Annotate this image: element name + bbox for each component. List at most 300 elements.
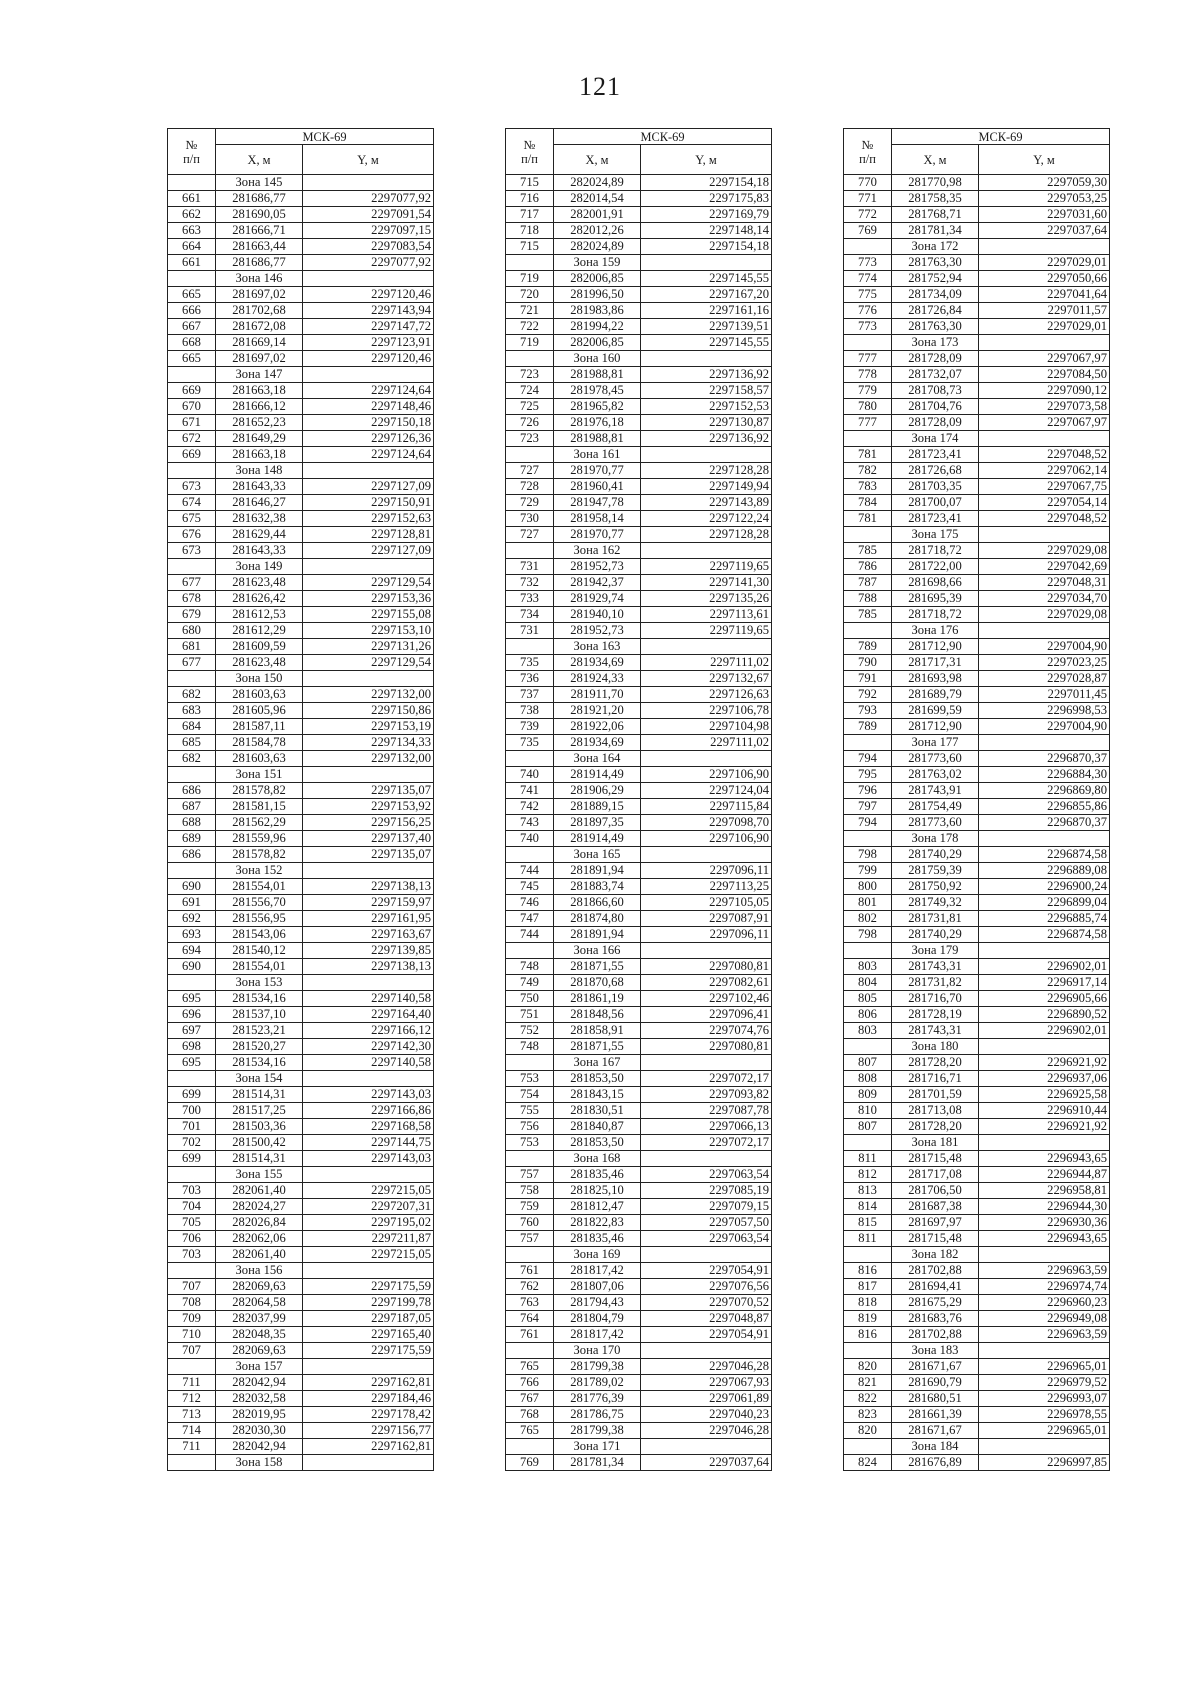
- point-number: 663: [168, 223, 216, 239]
- x-value: 281861,19: [554, 991, 641, 1007]
- empty-cell: [303, 175, 434, 191]
- table-row: [506, 1071, 772, 1087]
- y-value: 2297079,15: [641, 1199, 772, 1215]
- y-value: 2297166,12: [303, 1023, 434, 1039]
- y-value: 2297187,05: [303, 1311, 434, 1327]
- coordinates-table-1: [167, 128, 434, 1471]
- y-value: 2297042,69: [979, 559, 1110, 575]
- table-row: [844, 1455, 1110, 1471]
- y-value: 2297087,78: [641, 1103, 772, 1119]
- x-value: 281743,31: [892, 959, 979, 975]
- y-value: 2297169,79: [641, 207, 772, 223]
- y-value: 2297142,30: [303, 1039, 434, 1055]
- x-value: 281934,69: [554, 735, 641, 751]
- empty-cell: [844, 1247, 892, 1263]
- table-row: [506, 207, 772, 223]
- point-number: 727: [506, 527, 554, 543]
- y-value: 2297152,63: [303, 511, 434, 527]
- point-number: 682: [168, 751, 216, 767]
- table-row: [506, 271, 772, 287]
- point-number: 790: [844, 655, 892, 671]
- table-row: [506, 399, 772, 415]
- y-value: 2297080,81: [641, 1039, 772, 1055]
- table-row: [844, 1215, 1110, 1231]
- zone-row: [844, 335, 1110, 351]
- y-value: 2297156,25: [303, 815, 434, 831]
- zone-row: [168, 367, 434, 383]
- table-row: [506, 383, 772, 399]
- y-value: 2296870,37: [979, 815, 1110, 831]
- x-value: 281740,29: [892, 927, 979, 943]
- x-header: X, м: [892, 145, 979, 175]
- y-value: 2297161,95: [303, 911, 434, 927]
- y-value: 2297199,78: [303, 1295, 434, 1311]
- point-number: 704: [168, 1199, 216, 1215]
- y-value: 2297154,18: [641, 239, 772, 255]
- x-value: 281817,42: [554, 1263, 641, 1279]
- point-number: 708: [168, 1295, 216, 1311]
- x-value: 281700,07: [892, 495, 979, 511]
- y-value: 2297119,65: [641, 559, 772, 575]
- y-value: 2297085,19: [641, 1183, 772, 1199]
- number-header-bottom: п/п: [521, 151, 538, 166]
- table-row: [844, 975, 1110, 991]
- table-row: [506, 239, 772, 255]
- y-value: 2297067,97: [979, 351, 1110, 367]
- point-number: 741: [506, 783, 554, 799]
- y-header: Y, м: [303, 145, 434, 175]
- y-value: 2297057,50: [641, 1215, 772, 1231]
- x-value: 281612,53: [216, 607, 303, 623]
- y-value: 2297063,54: [641, 1167, 772, 1183]
- x-value: 281514,31: [216, 1151, 303, 1167]
- table-row: [844, 303, 1110, 319]
- empty-cell: [506, 543, 554, 559]
- table-row: [844, 751, 1110, 767]
- empty-cell: [641, 1055, 772, 1071]
- point-number: 671: [168, 415, 216, 431]
- empty-cell: [506, 255, 554, 271]
- x-value: 281666,71: [216, 223, 303, 239]
- empty-cell: [641, 639, 772, 655]
- y-value: 2297141,30: [641, 575, 772, 591]
- table-row: [844, 591, 1110, 607]
- table-row: [168, 1087, 434, 1103]
- empty-cell: [844, 831, 892, 847]
- x-value: 281534,16: [216, 1055, 303, 1071]
- x-value: 281559,96: [216, 831, 303, 847]
- table-row: [506, 815, 772, 831]
- y-value: 2297080,81: [641, 959, 772, 975]
- y-value: 2296958,81: [979, 1183, 1110, 1199]
- x-value: 281643,33: [216, 543, 303, 559]
- table-row: [844, 479, 1110, 495]
- x-value: 281578,82: [216, 783, 303, 799]
- x-value: 281723,41: [892, 447, 979, 463]
- point-number: 754: [506, 1087, 554, 1103]
- point-number: 716: [506, 191, 554, 207]
- point-number: 804: [844, 975, 892, 991]
- x-value: 281750,92: [892, 879, 979, 895]
- x-value: 281698,66: [892, 575, 979, 591]
- point-number: 791: [844, 671, 892, 687]
- table-row: [844, 959, 1110, 975]
- y-value: 2297175,59: [303, 1279, 434, 1295]
- y-value: 2297138,13: [303, 959, 434, 975]
- table-row: [168, 1231, 434, 1247]
- table-row: [168, 623, 434, 639]
- point-number: 703: [168, 1183, 216, 1199]
- zone-row: [844, 1343, 1110, 1359]
- point-number: 706: [168, 1231, 216, 1247]
- x-value: 281947,78: [554, 495, 641, 511]
- y-value: 2297087,91: [641, 911, 772, 927]
- y-value: 2297132,00: [303, 751, 434, 767]
- x-value: 281697,97: [892, 1215, 979, 1231]
- table-row: [506, 335, 772, 351]
- y-value: 2296921,92: [979, 1119, 1110, 1135]
- y-value: 2297066,13: [641, 1119, 772, 1135]
- zone-row: [844, 1247, 1110, 1263]
- x-value: 281770,98: [892, 175, 979, 191]
- point-number: 714: [168, 1423, 216, 1439]
- point-number: 780: [844, 399, 892, 415]
- x-value: 281687,38: [892, 1199, 979, 1215]
- zone-label: Зона 166: [554, 943, 641, 959]
- x-value: 281609,59: [216, 639, 303, 655]
- point-number: 809: [844, 1087, 892, 1103]
- x-value: 281540,12: [216, 943, 303, 959]
- point-number: 738: [506, 703, 554, 719]
- empty-cell: [979, 943, 1110, 959]
- empty-cell: [979, 1135, 1110, 1151]
- point-number: 783: [844, 479, 892, 495]
- point-number: 822: [844, 1391, 892, 1407]
- table-row: [844, 463, 1110, 479]
- y-value: 2296965,01: [979, 1423, 1110, 1439]
- point-number: 761: [506, 1263, 554, 1279]
- x-value: 281722,00: [892, 559, 979, 575]
- x-value: 281612,29: [216, 623, 303, 639]
- point-number: 757: [506, 1167, 554, 1183]
- x-value: 281763,30: [892, 255, 979, 271]
- empty-cell: [979, 735, 1110, 751]
- y-value: 2297093,82: [641, 1087, 772, 1103]
- y-value: 2297165,40: [303, 1327, 434, 1343]
- zone-label: Зона 168: [554, 1151, 641, 1167]
- empty-cell: [506, 1343, 554, 1359]
- table-row: [844, 1071, 1110, 1087]
- empty-cell: [641, 751, 772, 767]
- x-value: 281676,89: [892, 1455, 979, 1471]
- empty-cell: [303, 671, 434, 687]
- y-value: 2297048,52: [979, 447, 1110, 463]
- point-number: 797: [844, 799, 892, 815]
- point-number: 675: [168, 511, 216, 527]
- empty-cell: [979, 527, 1110, 543]
- number-header: [168, 129, 216, 175]
- x-value: 281672,08: [216, 319, 303, 335]
- point-number: 789: [844, 719, 892, 735]
- point-number: 693: [168, 927, 216, 943]
- empty-cell: [168, 671, 216, 687]
- x-value: 281853,50: [554, 1135, 641, 1151]
- point-number: 759: [506, 1199, 554, 1215]
- point-number: 669: [168, 383, 216, 399]
- x-value: 281891,94: [554, 927, 641, 943]
- point-number: 816: [844, 1327, 892, 1343]
- table-row: [844, 1151, 1110, 1167]
- empty-cell: [506, 351, 554, 367]
- empty-cell: [641, 847, 772, 863]
- y-value: 2297029,01: [979, 255, 1110, 271]
- y-value: 2296905,66: [979, 991, 1110, 1007]
- table-row: [844, 895, 1110, 911]
- y-value: 2297150,18: [303, 415, 434, 431]
- point-number: 767: [506, 1391, 554, 1407]
- x-value: 281835,46: [554, 1231, 641, 1247]
- point-number: 677: [168, 655, 216, 671]
- table-row: [844, 207, 1110, 223]
- table-row: [844, 1231, 1110, 1247]
- x-value: 281889,15: [554, 799, 641, 815]
- y-value: 2297132,67: [641, 671, 772, 687]
- x-value: 282069,63: [216, 1279, 303, 1295]
- x-value: 281554,01: [216, 959, 303, 975]
- table-row: [506, 1423, 772, 1439]
- x-value: 281942,37: [554, 575, 641, 591]
- point-number: 720: [506, 287, 554, 303]
- table-row: [506, 527, 772, 543]
- point-number: 745: [506, 879, 554, 895]
- x-value: 281587,11: [216, 719, 303, 735]
- point-number: 734: [506, 607, 554, 623]
- y-value: 2296917,14: [979, 975, 1110, 991]
- page-number: 121: [579, 72, 621, 101]
- point-number: 719: [506, 335, 554, 351]
- x-value: 281763,30: [892, 319, 979, 335]
- point-number: 747: [506, 911, 554, 927]
- table-row: [506, 1263, 772, 1279]
- table-row: [506, 975, 772, 991]
- point-number: 729: [506, 495, 554, 511]
- point-number: 673: [168, 543, 216, 559]
- point-number: 744: [506, 863, 554, 879]
- y-value: 2296930,36: [979, 1215, 1110, 1231]
- table-row: [844, 399, 1110, 415]
- empty-cell: [506, 943, 554, 959]
- empty-cell: [979, 1039, 1110, 1055]
- y-value: 2297106,90: [641, 767, 772, 783]
- y-value: 2297111,02: [641, 735, 772, 751]
- x-value: 281629,44: [216, 527, 303, 543]
- y-value: 2297211,87: [303, 1231, 434, 1247]
- y-value: 2296937,06: [979, 1071, 1110, 1087]
- empty-cell: [844, 1439, 892, 1455]
- x-value: 281701,59: [892, 1087, 979, 1103]
- x-value: 282069,63: [216, 1343, 303, 1359]
- point-number: 697: [168, 1023, 216, 1039]
- point-number: 687: [168, 799, 216, 815]
- x-value: 281726,84: [892, 303, 979, 319]
- y-value: 2296943,65: [979, 1231, 1110, 1247]
- number-header-top: №: [523, 137, 536, 152]
- point-number: 726: [506, 415, 554, 431]
- empty-cell: [506, 1151, 554, 1167]
- point-number: 798: [844, 927, 892, 943]
- x-value: 282032,58: [216, 1391, 303, 1407]
- x-value: 281776,39: [554, 1391, 641, 1407]
- y-value: 2297166,86: [303, 1103, 434, 1119]
- x-value: 281695,39: [892, 591, 979, 607]
- table-row: [844, 447, 1110, 463]
- table-row: [168, 639, 434, 655]
- x-value: 281699,59: [892, 703, 979, 719]
- point-number: 740: [506, 831, 554, 847]
- point-number: 792: [844, 687, 892, 703]
- x-value: 281500,42: [216, 1135, 303, 1151]
- table-row: [844, 495, 1110, 511]
- point-number: 730: [506, 511, 554, 527]
- y-value: 2297126,36: [303, 431, 434, 447]
- zone-row: [506, 351, 772, 367]
- y-value: 2297144,75: [303, 1135, 434, 1151]
- empty-cell: [844, 1135, 892, 1151]
- point-number: 799: [844, 863, 892, 879]
- x-value: 281663,18: [216, 447, 303, 463]
- y-value: 2297050,66: [979, 271, 1110, 287]
- point-number: 806: [844, 1007, 892, 1023]
- point-number: 763: [506, 1295, 554, 1311]
- zone-label: Зона 178: [892, 831, 979, 847]
- x-value: 281976,18: [554, 415, 641, 431]
- point-number: 808: [844, 1071, 892, 1087]
- point-number: 756: [506, 1119, 554, 1135]
- point-number: 711: [168, 1439, 216, 1455]
- table-row: [168, 735, 434, 751]
- point-number: 696: [168, 1007, 216, 1023]
- table-row: [168, 927, 434, 943]
- empty-cell: [506, 1055, 554, 1071]
- table-row: [844, 575, 1110, 591]
- point-number: 750: [506, 991, 554, 1007]
- y-value: 2297072,17: [641, 1135, 772, 1151]
- empty-cell: [168, 863, 216, 879]
- empty-cell: [979, 1439, 1110, 1455]
- table-body: [506, 175, 772, 1471]
- coordinate-system-header: МСК-69: [216, 129, 434, 145]
- table-row: [168, 1119, 434, 1135]
- point-number: 802: [844, 911, 892, 927]
- zone-row: [506, 255, 772, 271]
- point-number: 762: [506, 1279, 554, 1295]
- x-value: 282024,89: [554, 175, 641, 191]
- point-number: 773: [844, 319, 892, 335]
- point-number: 824: [844, 1455, 892, 1471]
- empty-cell: [303, 367, 434, 383]
- zone-row: [168, 863, 434, 879]
- x-value: 281671,67: [892, 1359, 979, 1375]
- table-row: [168, 847, 434, 863]
- x-value: 281731,81: [892, 911, 979, 927]
- table-row: [506, 175, 772, 191]
- x-value: 281578,82: [216, 847, 303, 863]
- x-value: 281603,63: [216, 687, 303, 703]
- x-value: 281663,44: [216, 239, 303, 255]
- table-row: [844, 1279, 1110, 1295]
- number-header-bottom: п/п: [859, 151, 876, 166]
- point-number: 810: [844, 1103, 892, 1119]
- y-value: 2297067,75: [979, 479, 1110, 495]
- zone-row: [506, 447, 772, 463]
- y-value: 2297120,46: [303, 287, 434, 303]
- point-number: 676: [168, 527, 216, 543]
- x-value: 281870,68: [554, 975, 641, 991]
- x-value: 281840,87: [554, 1119, 641, 1135]
- y-value: 2297136,92: [641, 431, 772, 447]
- y-value: 2297070,52: [641, 1295, 772, 1311]
- y-value: 2297128,81: [303, 527, 434, 543]
- table-row: [506, 1007, 772, 1023]
- y-value: 2297037,64: [641, 1455, 772, 1471]
- y-value: 2297029,08: [979, 607, 1110, 623]
- empty-cell: [168, 271, 216, 287]
- point-number: 823: [844, 1407, 892, 1423]
- x-value: 281686,77: [216, 255, 303, 271]
- table-row: [506, 1119, 772, 1135]
- y-value: 2297143,94: [303, 303, 434, 319]
- table-row: [168, 527, 434, 543]
- y-value: 2297126,63: [641, 687, 772, 703]
- y-value: 2297163,67: [303, 927, 434, 943]
- x-value: 281988,81: [554, 367, 641, 383]
- point-number: 753: [506, 1071, 554, 1087]
- point-number: 679: [168, 607, 216, 623]
- point-number: 788: [844, 591, 892, 607]
- point-number: 665: [168, 351, 216, 367]
- table-row: [844, 767, 1110, 783]
- table-row: [506, 863, 772, 879]
- y-value: 2297139,51: [641, 319, 772, 335]
- point-number: 669: [168, 447, 216, 463]
- x-value: 281663,18: [216, 383, 303, 399]
- point-number: 662: [168, 207, 216, 223]
- table-row: [506, 719, 772, 735]
- x-value: 281866,60: [554, 895, 641, 911]
- empty-cell: [506, 751, 554, 767]
- y-value: 2297154,18: [641, 175, 772, 191]
- table-row: [168, 943, 434, 959]
- point-number: 751: [506, 1007, 554, 1023]
- x-header: X, м: [216, 145, 303, 175]
- y-value: 2297096,11: [641, 863, 772, 879]
- x-value: 281970,77: [554, 527, 641, 543]
- y-value: 2297135,26: [641, 591, 772, 607]
- x-value: 281914,49: [554, 767, 641, 783]
- x-value: 281891,94: [554, 863, 641, 879]
- y-value: 2296874,58: [979, 927, 1110, 943]
- point-number: 721: [506, 303, 554, 319]
- table-row: [844, 1119, 1110, 1135]
- table-row: [506, 367, 772, 383]
- y-value: 2296870,37: [979, 751, 1110, 767]
- point-number: 764: [506, 1311, 554, 1327]
- table-row: [506, 1295, 772, 1311]
- table-row: [506, 1103, 772, 1119]
- zone-label: Зона 151: [216, 767, 303, 783]
- x-value: 281581,15: [216, 799, 303, 815]
- table-row: [844, 1295, 1110, 1311]
